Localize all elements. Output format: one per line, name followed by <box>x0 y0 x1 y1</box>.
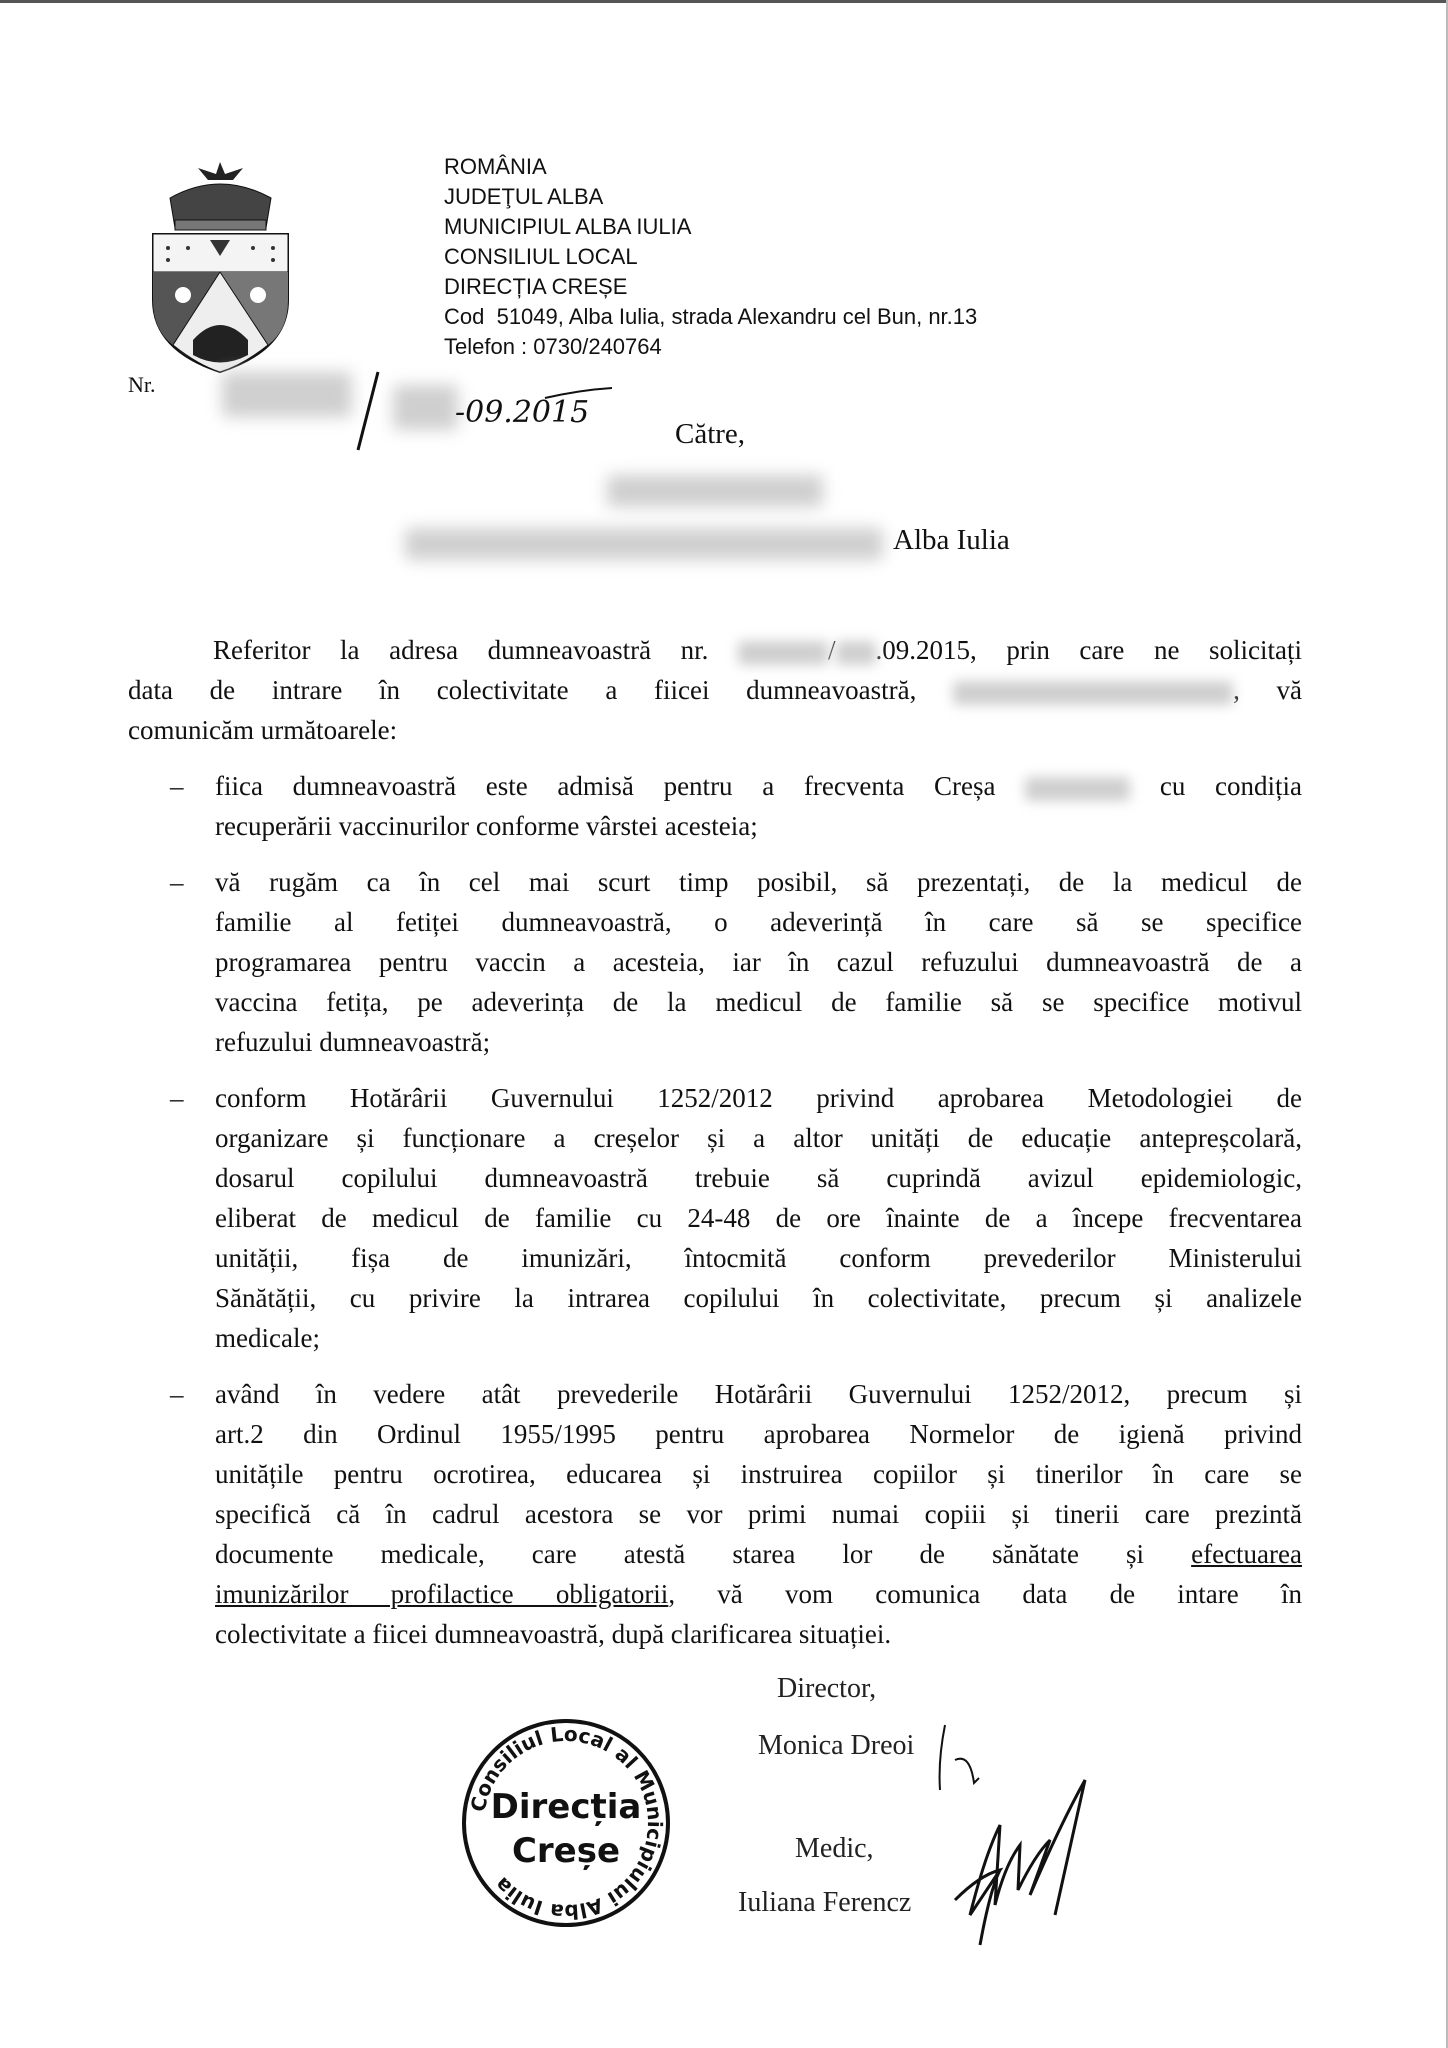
stamp-ring-text: Consiliul Local al Municipiului Alba Iulia <box>465 1721 668 1925</box>
text-segment: colectivitate a fiicei dumneavoastră, după clarificarea situației. <box>215 1619 892 1649</box>
underlined-text: efectuarea <box>1191 1539 1302 1569</box>
text-segment: medicale; <box>215 1323 320 1353</box>
letter-body <box>128 630 1302 1654</box>
redacted-text <box>836 641 876 665</box>
text-line <box>215 1374 1302 1414</box>
scan-border-top <box>0 0 1448 3</box>
header-department: DIRECȚIA CREȘE <box>444 274 628 299</box>
recipient-city: Alba Iulia <box>893 524 1010 556</box>
header-phone: Telefon : 0730/240764 <box>444 334 662 359</box>
director-signature <box>940 1725 979 1790</box>
text-line <box>215 766 1302 806</box>
text-line <box>128 670 1302 710</box>
redacted-text <box>953 681 1233 705</box>
bullet-dash: – <box>170 771 184 801</box>
text-line <box>215 1534 1302 1574</box>
text-segment: unitățile pentru ocrotirea, educarea și instruirea copiilor și tinerilor în care se <box>215 1459 1302 1489</box>
bullet-dash: – <box>170 867 184 897</box>
text-segment: .09.2015, prin care ne solicitați <box>875 635 1303 665</box>
header-county: JUDEŢUL ALBA <box>444 184 604 209</box>
bullet-item <box>128 862 1302 1062</box>
text-segment: eliberat de medicul de familie cu 24-48 de ore înainte de a începe frecventarea <box>215 1203 1302 1233</box>
header-address: Cod 51049, Alba Iulia, strada Alexandru cel Bun, nr.13 <box>444 304 978 329</box>
text-line <box>215 806 1302 846</box>
text-segment: / <box>828 635 836 665</box>
text-line <box>215 1574 1302 1614</box>
institution-header <box>444 152 977 362</box>
signature-block <box>700 1665 1220 1965</box>
handwritten-date <box>350 360 630 460</box>
bullet-item <box>128 1374 1302 1654</box>
text-segment: dosarul copilului dumneavoastră trebuie să cuprindă avizul epidemiologic, <box>215 1163 1302 1193</box>
coat-of-arms-icon <box>148 160 293 375</box>
redacted-recipient-address <box>405 528 883 560</box>
text-line <box>215 1278 1302 1318</box>
text-segment: Referitor la adresa dumneavoastră nr. <box>213 635 738 665</box>
text-segment: , vă <box>1233 675 1302 705</box>
text-segment: familie al fetiței dumneavoastră, o adeverință în care să se specifice <box>215 907 1302 937</box>
text-segment: unității, fișa de imunizări, întocmită conform prevederilor Ministerului <box>215 1243 1302 1273</box>
text-segment: organizare și funcționare a creșelor și a altor unități de educație antepreșcolară, <box>215 1123 1302 1153</box>
director-name: Monica Dreoi <box>758 1730 915 1761</box>
text-segment: comunicăm următoarele: <box>128 715 398 745</box>
header-council: CONSILIUL LOCAL <box>444 244 638 269</box>
text-line <box>215 862 1302 902</box>
text-line <box>215 1198 1302 1238</box>
text-segment: având în vedere atât prevederile Hotărârii Guvernului 1252/2012, precum și <box>215 1379 1302 1409</box>
text-line <box>215 902 1302 942</box>
text-segment: , vă vom comunica data de intare în <box>668 1579 1302 1609</box>
text-line <box>215 1614 1302 1654</box>
text-segment: cu condiția <box>1130 771 1302 801</box>
header-country: ROMÂNIA <box>444 154 547 179</box>
director-title: Director, <box>777 1673 877 1704</box>
text-segment: vă rugăm ca în cel mai scurt timp posibil, să prezentați, de la medicul de <box>215 867 1302 897</box>
redacted-registration-number <box>222 372 352 417</box>
text-line <box>215 1494 1302 1534</box>
text-line <box>128 630 1302 670</box>
text-segment: vaccina fetița, pe adeverința de la medicul de familie să se specifice motivul <box>215 987 1302 1017</box>
handwritten-date-text: -09.2015 <box>455 395 590 430</box>
text-line <box>215 1454 1302 1494</box>
text-segment: refuzului dumneavoastră; <box>215 1027 491 1057</box>
text-line <box>215 1238 1302 1278</box>
medic-title: Medic, <box>795 1833 874 1864</box>
text-line <box>215 1318 1302 1358</box>
medic-signature <box>955 1780 1085 1945</box>
text-segment: art.2 din Ordinul 1955/1995 pentru aprobarea Normelor de igienă privind <box>215 1419 1302 1449</box>
redacted-text <box>738 641 828 665</box>
text-segment: programarea pentru vaccin a acesteia, iar în cazul refuzului dumneavoastră de a <box>215 947 1302 977</box>
header-municipality: MUNICIPIUL ALBA IULIA <box>444 214 692 239</box>
text-segment: documente medicale, care atestă starea lor de sănătate și <box>215 1539 1192 1569</box>
underlined-text: imunizărilor profilactice obligatorii <box>215 1579 669 1609</box>
text-segment: data de intrare în colectivitate a fiicei dumneavoastră, <box>128 675 954 705</box>
bullet-dash: – <box>170 1083 184 1113</box>
text-segment: fiica dumneavoastră este admisă pentru a frecventa Creșa <box>215 771 1026 801</box>
text-segment: recuperării vaccinurilor conforme vârstei acesteia; <box>215 811 758 841</box>
official-stamp <box>420 1690 720 1960</box>
text-line <box>215 942 1302 982</box>
redacted-recipient-name <box>607 475 823 507</box>
text-line <box>128 710 1302 750</box>
bullet-dash: – <box>170 1379 184 1409</box>
medic-name: Iuliana Ferencz <box>738 1887 912 1918</box>
text-line <box>215 1078 1302 1118</box>
text-segment: specifică că în cadrul acestora se vor primi numai copiii și tinerii care prezintă <box>215 1499 1302 1529</box>
bullet-item <box>128 1078 1302 1358</box>
stamp-center-line2: Creșe <box>511 1831 621 1871</box>
redacted-text <box>1025 777 1130 801</box>
text-segment: Sănătății, cu privire la intrarea copilului în colectivitate, precum și analizele <box>215 1283 1302 1313</box>
text-line <box>215 1118 1302 1158</box>
registration-number-label: Nr. <box>128 372 156 397</box>
bullet-item <box>128 766 1302 846</box>
text-line <box>215 1022 1302 1062</box>
stamp-center-line1: Direcția <box>490 1787 642 1827</box>
text-segment: conform Hotărârii Guvernului 1252/2012 privind aprobarea Metodologiei de <box>215 1083 1302 1113</box>
signatures-drawing <box>700 1665 1220 1965</box>
text-line <box>215 1158 1302 1198</box>
text-line <box>215 1414 1302 1454</box>
recipient-salutation: Către, <box>675 418 746 450</box>
text-line <box>215 982 1302 1022</box>
